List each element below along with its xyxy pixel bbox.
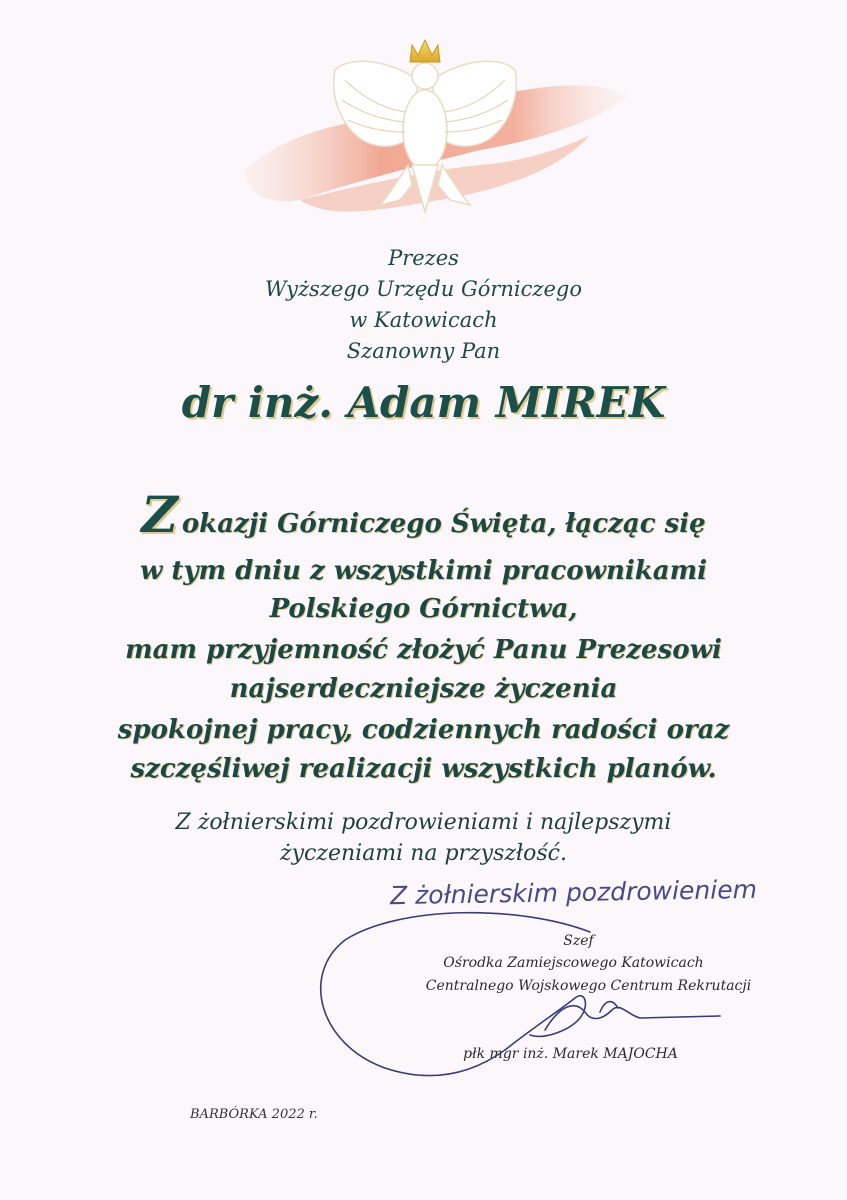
message-line-7: szczęśliwej realizacji wszystkich planów. xyxy=(130,754,717,784)
header-office: Wyższego Urzędu Górniczego xyxy=(265,277,582,301)
regards-line-2: życzeniami na przyszłość. xyxy=(280,841,567,866)
signatory-unit-1: Ośrodka Zamiejscowego Katowicach xyxy=(443,955,704,971)
header-city: w Katowicach xyxy=(349,308,498,332)
polish-eagle-emblem-icon xyxy=(0,0,847,240)
regards-line-1: Z żołnierskimi pozdrowieniami i najlepszymi xyxy=(175,810,672,835)
message-line-1-text: okazji Górniczego Święta, łącząc się xyxy=(181,509,706,539)
header-salutation: Szanowny Pan xyxy=(346,339,501,363)
recipient-name: dr inż. Adam MIREK xyxy=(181,378,666,427)
handwritten-note: Z żołnierskim pozdrowieniem xyxy=(389,874,758,911)
message-initial: Z xyxy=(141,485,178,544)
header-title: Prezes xyxy=(388,246,459,270)
message-line-1 xyxy=(0,485,847,544)
signatory-unit-2: Centralnego Wojskowego Centrum Rekrutacji xyxy=(425,978,752,994)
signatory-name: płk mgr inż. Marek MAJOCHA xyxy=(463,1046,678,1062)
message-line-6: spokojnej pracy, codziennych radości oraz xyxy=(117,715,730,745)
footer-date: BARBÓRKA 2022 r. xyxy=(190,1107,318,1122)
message-line-4: mam przyjemność złożyć Panu Prezesowi xyxy=(125,635,722,665)
message-line-2: w tym dniu z wszystkimi pracownikami xyxy=(139,556,708,586)
signatory-role: Szef xyxy=(563,933,594,949)
message-line-3: Polskiego Górnictwa, xyxy=(269,594,578,624)
message-line-5: najserdeczniejsze życzenia xyxy=(229,674,618,704)
